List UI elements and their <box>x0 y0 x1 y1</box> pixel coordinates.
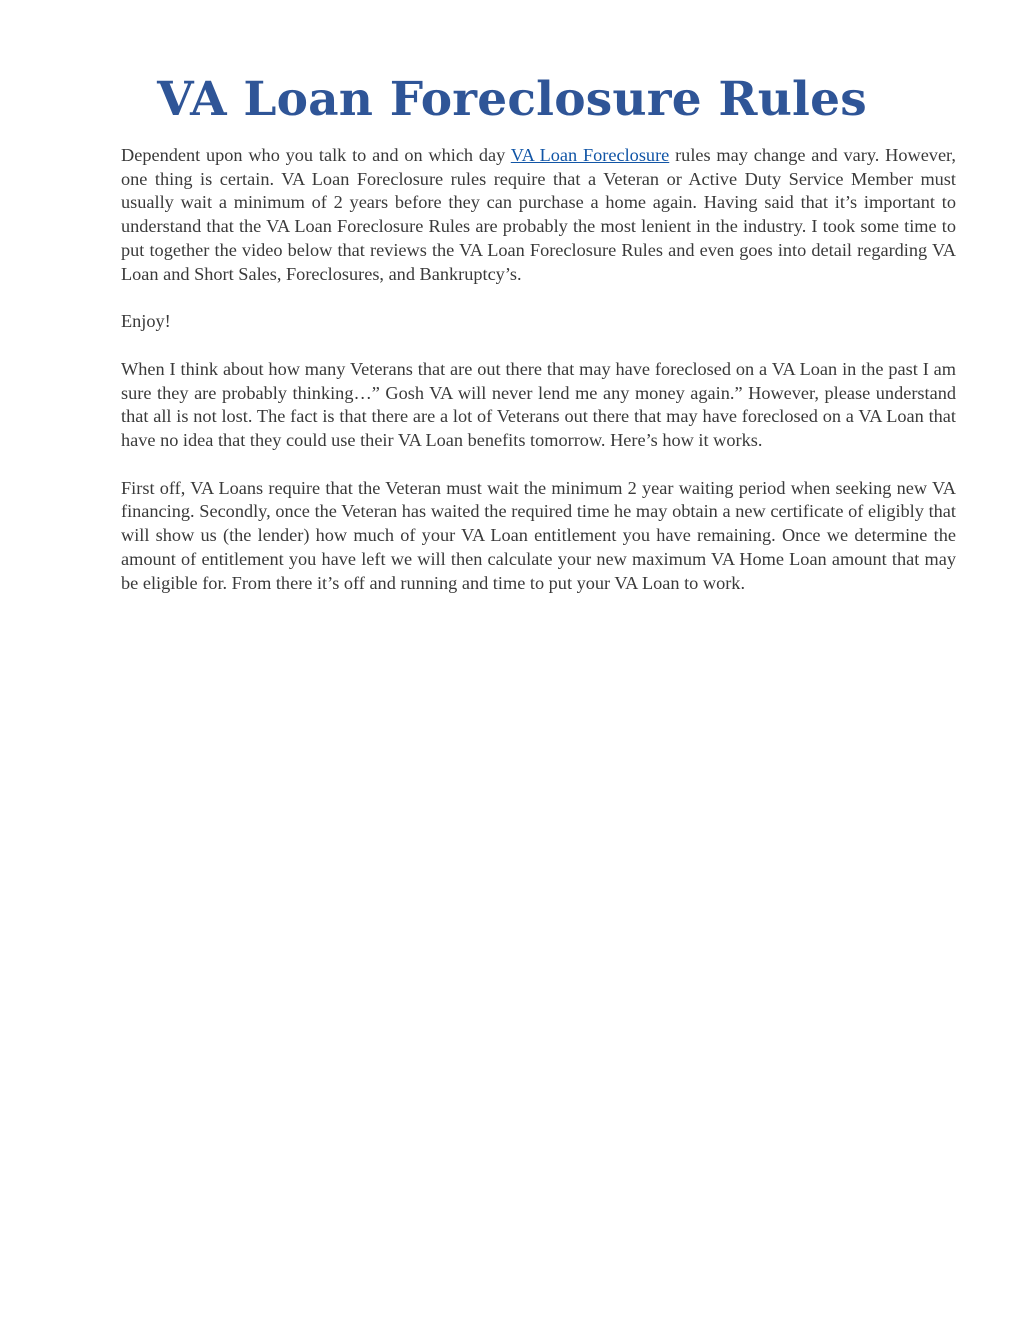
page-title: VA Loan Foreclosure Rules <box>157 72 867 127</box>
paragraph-first-off: First off, VA Loans require that the Veteran must wait the minimum 2 year waiting period when seeking new VA financing. Secondly, once the Veteran has waited the required time he may obtain a new certificate of eligibly that will show us (the lender) how much of your VA Loan entitlement you have remaining. Once we determine the amount of entitlement you have left we will then calculate your new maximum VA Home Loan amount that may be eligible for. From there it’s off and running and time to put your VA Loan to work. <box>121 477 956 593</box>
paragraph-intro-text-before: Dependent upon who you talk to and on which day <box>121 145 511 165</box>
article-body <box>121 144 956 619</box>
paragraph-veterans: When I think about how many Veterans that are out there that may have foreclosed on a VA Loan in the past I am sure they are probably thinking…” Gosh VA will never lend me any money again.” However, please understand that all is not lost. The fact is that there are a lot of Veterans out there that may have foreclosed on a VA Loan that have no idea that they could use their VA Loan benefits tomorrow. Here’s how it works. <box>121 358 956 451</box>
paragraph-enjoy: Enjoy! <box>121 311 171 332</box>
va-loan-foreclosure-link[interactable]: VA Loan Foreclosure <box>510 145 670 165</box>
paragraph-intro-text-after: rules may change and vary. However, one thing is certain. VA Loan Foreclosure rules require that a Veteran or Active Duty Service Member must usually wait a minimum of 2 years before they can purchase a home again. Having said that it’s important to understand that the VA Loan Foreclosure Rules are probably the most lenient in the industry. I took some time to put together the video below that reviews the VA Loan Foreclosure Rules and even goes into detail regarding VA Loan and Short Sales, Foreclosures, and Bankruptcy’s. <box>121 145 956 284</box>
paragraph-intro <box>121 144 956 286</box>
